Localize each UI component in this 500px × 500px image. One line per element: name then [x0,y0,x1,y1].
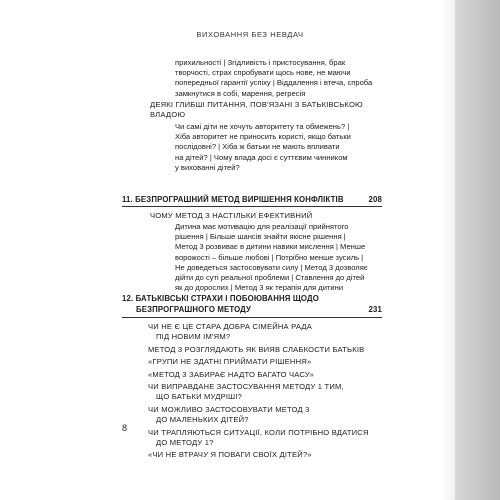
text-line: Чи самі діти не хочуть авторитету та обмежень? | [175,122,350,131]
chapter-page-number: 208 [368,195,382,204]
text-line: послідовні? | Хіба ж батьки не мають впливати [175,142,340,152]
subheading-line: ЧИ ТРАПЛЯЮТЬСЯ СИТУАЦІЇ, КОЛИ ПОТРІБНО ВДАТИСЯ [148,427,369,437]
text-line: ворожості – більше любові | Потрібно менше зусиль | [175,252,364,262]
subheading-line: ЧИ ВИПРАВДАНЕ ЗАСТОСУВАННЯ МЕТОДУ 1 ТИМ, [148,382,344,392]
subheading-line: ДО МЕТОДУ 1? [156,438,214,448]
section-heading-deeper-questions [150,100,363,120]
chapter-11-entry[interactable] [122,195,382,206]
text-line: рішення | Більше шансів знайти якісне рішення | [175,232,346,242]
text-line: на дітей? | Чому влада досі є суттєвим чинником [175,152,348,162]
intro-text [175,58,372,99]
subheading-item [148,450,369,460]
chapter-title-line: БЕЗПРОГРАШНОГО МЕТОДУ [136,304,251,314]
heading-line: ВЛАДОЮ [150,110,186,120]
chapter-12-entry[interactable] [122,294,382,315]
subheading-line: ДО МАЛЕНЬКИХ ДІТЕЙ? [156,415,249,425]
subheading-line: МЕТОД 3 РОЗГЛЯДАЮТЬ ЯК ВИЯВ СЛАБКОСТИ БАТЬКІВ [148,344,365,354]
subheading-item [148,322,369,343]
running-head: ВИХОВАННЯ БЕЗ НЕВДАЧ [196,30,304,39]
text-line: замкнутися в собі, марення, регресія [175,88,306,98]
subheading-item [148,428,369,449]
chapter-title-line: 12. БАТЬКІВСЬКІ СТРАХИ І ПОБОЮВАННЯ ЩОДО [122,294,319,303]
subheading-item [148,357,369,367]
text-line: творчості, страх спробувати щось нове, не маючи [175,68,351,78]
page-edge-shadow [440,0,500,500]
subheading-line: ЧИ НЕ Є ЦЕ СТАРА ДОБРА СІМЕЙНА РАДА [148,322,313,331]
text-line: як до дорослих | Метод 3 як терапія для дитини [175,283,344,293]
subheading-item [148,370,369,380]
text-line: Не доведеться застосовувати силу | Метод 3 дозволяє [175,262,368,272]
text-line: Метод 3 розвиває в дитини навики мислення | Менше [175,242,366,252]
text-line: попередньої гарантії успіху | Віддалення і втеча, спроба [175,78,373,88]
chapter-page-number: 231 [368,304,382,314]
chapter-12-subheadings [148,322,369,461]
text-line: Хіба авторитет не приносить користі, якщо батьки [175,132,351,142]
subheading-item [148,345,369,355]
chapter-11-subheading: ЧОМУ МЕТОД З НАСТІЛЬКИ ЕФЕКТИВНИЙ [150,211,313,220]
deeper-questions-text [175,122,351,173]
subheading-item [148,405,369,426]
text-line: дійти до суті реальної проблеми | Ставлення до дітей [175,273,365,283]
subheading-line: ЩО БАТЬКИ МУДРІШІ? [156,392,243,402]
chapter-underline [122,206,382,207]
subheading-line: ЧИ МОЖЛИВО ЗАСТОСОВУВАТИ МЕТОД 3 [148,404,310,414]
heading-line: ДЕЯКІ ГЛИБШІ ПИТАННЯ, ПОВ'ЯЗАНІ З БАТЬКІВСЬКОЮ [150,100,363,109]
text-line: Дитина має мотивацію для реалізації прийнятого [175,222,349,231]
page-number: 8 [122,423,128,433]
chapter-11-text [175,222,368,293]
subheading-line: ПІД НОВИМ ІМ'ЯМ? [156,332,231,342]
subheading-line: «МЕТОД 3 ЗАБИРАЄ НАДТО БАГАТО ЧАСУ» [148,369,314,379]
subheading-line: «ГРУПИ НЕ ЗДАТНІ ПРИЙМАТИ РІШЕННЯ» [148,357,312,367]
chapter-title: 11. БЕЗПРОГРАШНИЙ МЕТОД ВИРІШЕННЯ КОНФЛІКТІВ [122,195,344,204]
text-line: прихильності | Згідливість і пристосування, брак [175,58,346,67]
subheading-item [148,382,369,403]
subheading-line: «ЧИ НЕ ВТРАЧУ Я ПОВАГИ СВОЇХ ДІТЕЙ?» [148,450,312,460]
chapter-underline [122,317,382,318]
text-line: у вихованні дітей? [175,162,240,172]
